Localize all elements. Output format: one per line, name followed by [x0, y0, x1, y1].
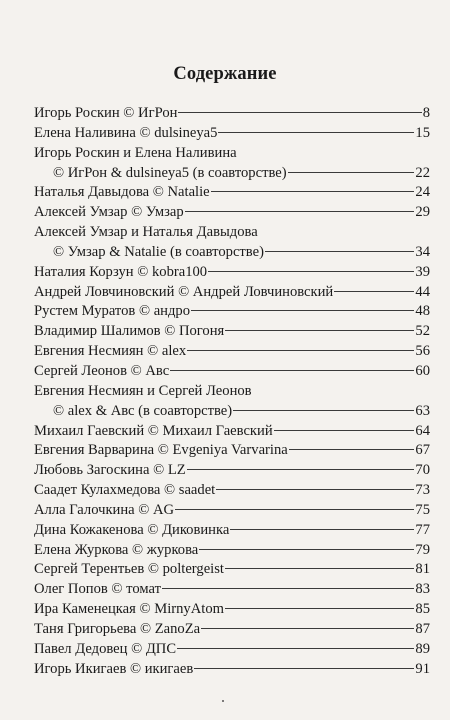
toc-line: [34, 560, 430, 580]
toc-entry-text: Игорь Роскин и Елена Наливина: [34, 144, 237, 161]
toc-leader-line: [216, 489, 414, 490]
toc-entry: [34, 203, 430, 223]
toc-entry: [34, 640, 430, 660]
toc-line: [34, 144, 430, 164]
toc-line: [34, 481, 430, 501]
toc-line: [34, 164, 430, 184]
toc-page-number: 83: [415, 581, 430, 598]
toc-line: [34, 203, 430, 223]
toc-entry-text: Любовь Загоскина © LZ: [34, 462, 186, 479]
toc-line: [34, 541, 430, 561]
toc-entry-text: Игорь Икигаев © икигаев: [34, 660, 194, 677]
toc-line: [34, 521, 430, 541]
toc-line: [34, 441, 430, 461]
toc-entry-text: © alex & Авс (в соавторстве): [53, 402, 233, 419]
toc-page-number: 56: [415, 343, 430, 360]
toc-leader-line: [274, 430, 415, 431]
toc-entry-text: Дина Кожакенова © Диковинка: [34, 521, 230, 538]
toc-page-number: 70: [415, 462, 430, 479]
toc-page-number: 79: [415, 541, 430, 558]
toc-page-number: 48: [415, 303, 430, 320]
toc-entry: [34, 104, 430, 124]
toc-line: [34, 660, 430, 680]
toc-entry-text: © ИгРон & dulsineya5 (в соавторстве): [53, 164, 287, 181]
toc-leader-line: [225, 608, 414, 609]
toc-line: [34, 620, 430, 640]
toc-page-number: 67: [415, 442, 430, 459]
table-of-contents: [34, 104, 430, 679]
toc-entry-text: Алексей Умзар © Умзар: [34, 204, 184, 221]
toc-leader-line: [225, 568, 414, 569]
toc-entry: [34, 560, 430, 580]
toc-entry: [34, 302, 430, 322]
toc-entry-text: © Умзар & Natalie (в соавторстве): [53, 243, 264, 260]
toc-page-number: 87: [415, 620, 430, 637]
toc-entry: [34, 521, 430, 541]
toc-entry: [34, 600, 430, 620]
toc-leader-line: [211, 191, 415, 192]
toc-entry: [34, 283, 430, 303]
toc-entry: [34, 362, 430, 382]
toc-entry-text: Саадет Кулахмедова © saadet: [34, 482, 216, 499]
toc-entry: [34, 223, 430, 263]
toc-entry: [34, 501, 430, 521]
toc-line: [34, 402, 430, 422]
toc-leader-line: [191, 310, 414, 311]
toc-entry-text: Таня Григорьева © ZanoZa: [34, 620, 201, 637]
toc-entry-text: Рустем Муратов © андро: [34, 303, 190, 320]
toc-leader-line: [170, 370, 414, 371]
toc-page-number: 24: [415, 184, 430, 201]
toc-entry-text: Евгения Варварина © Evgeniya Varvarina: [34, 442, 288, 459]
toc-line: [34, 283, 430, 303]
toc-page-number: 77: [415, 521, 430, 538]
toc-leader-line: [187, 469, 415, 470]
toc-entry: [34, 541, 430, 561]
toc-page-number: 22: [415, 164, 430, 181]
toc-entry-text: Елена Журкова © журкова: [34, 541, 199, 558]
toc-entry: [34, 580, 430, 600]
toc-entry-text: Владимир Шалимов © Погоня: [34, 323, 225, 340]
toc-entry-text: Игорь Роскин © ИгРон: [34, 105, 178, 121]
toc-leader-line: [208, 271, 414, 272]
toc-leader-line: [265, 251, 414, 252]
toc-page-number: 44: [415, 283, 430, 300]
toc-page-number: 8: [422, 105, 430, 121]
toc-line: [34, 263, 430, 283]
toc-leader-line: [288, 172, 415, 173]
toc-entry: [34, 422, 430, 442]
toc-page-number: 73: [415, 482, 430, 499]
toc-leader-line: [218, 132, 414, 133]
toc-entry: [34, 124, 430, 144]
toc-entry-text: Михаил Гаевский © Михаил Гаевский: [34, 422, 273, 439]
toc-page-number: 52: [415, 323, 430, 340]
toc-line: [34, 382, 430, 402]
toc-entry-text: Наталья Давыдова © Natalie: [34, 184, 210, 201]
toc-leader-line: [177, 648, 414, 649]
toc-page-number: 85: [415, 601, 430, 618]
toc-line: [34, 580, 430, 600]
toc-entry: [34, 183, 430, 203]
toc-line: [34, 223, 430, 243]
toc-page-number: 63: [415, 402, 430, 419]
toc-entry: [34, 144, 430, 184]
toc-entry: [34, 461, 430, 481]
toc-page-number: 39: [415, 263, 430, 280]
toc-entry-text: Алексей Умзар и Наталья Давыдова: [34, 224, 258, 241]
toc-entry-text: Сергей Терентьев © poltergeist: [34, 561, 224, 578]
toc-entry-text: Евгения Несмиян © alex: [34, 343, 187, 360]
toc-leader-line: [185, 211, 415, 212]
toc-leader-line: [289, 449, 415, 450]
toc-page-number: 75: [415, 501, 430, 518]
toc-leader-line: [334, 291, 414, 292]
toc-leader-line: [162, 588, 414, 589]
toc-entry: [34, 620, 430, 640]
toc-line: [34, 501, 430, 521]
toc-line: [34, 600, 430, 620]
toc-leader-line: [187, 350, 414, 351]
toc-page-number: 29: [415, 204, 430, 221]
toc-page-number: 81: [415, 561, 430, 578]
toc-page-number: 64: [415, 422, 430, 439]
toc-entry-text: Елена Наливина © dulsineya5: [34, 124, 218, 141]
toc-line: [34, 640, 430, 660]
toc-entry: [34, 481, 430, 501]
toc-leader-line: [199, 549, 414, 550]
toc-page-number: 60: [415, 362, 430, 379]
toc-leader-line: [194, 668, 414, 669]
toc-entry-text: Евгения Несмиян и Сергей Леонов: [34, 382, 252, 399]
toc-entry: [34, 382, 430, 422]
toc-entry-text: Сергей Леонов © Авс: [34, 362, 170, 379]
toc-leader-line: [233, 410, 414, 411]
toc-line: [34, 183, 430, 203]
toc-line: [34, 342, 430, 362]
toc-entry-text: Олег Попов © томат: [34, 581, 161, 598]
toc-entry: [34, 441, 430, 461]
toc-entry-text: Наталия Корзун © kobra100: [34, 263, 208, 280]
toc-page-number: 15: [415, 124, 430, 141]
toc-entry-text: Ира Каменецкая © MirnyAtom: [34, 601, 224, 618]
toc-line: [34, 422, 430, 442]
toc-line: [34, 461, 430, 481]
toc-page-number: 34: [415, 243, 430, 260]
toc-line: [34, 243, 430, 263]
toc-leader-line: [225, 330, 414, 331]
toc-leader-line: [230, 529, 414, 530]
toc-entry: [34, 322, 430, 342]
toc-line: [34, 104, 430, 124]
toc-entry-text: Алла Галочкина © AG: [34, 501, 175, 518]
toc-line: [34, 362, 430, 382]
toc-entry-text: Андрей Ловчиновский © Андрей Ловчиновский: [34, 283, 334, 300]
toc-entry: [34, 660, 430, 680]
toc-entry: [34, 263, 430, 283]
toc-line: [34, 302, 430, 322]
page-title: Содержание: [173, 64, 277, 84]
toc-page-number: 89: [415, 640, 430, 657]
toc-leader-line: [201, 628, 414, 629]
toc-line: [34, 322, 430, 342]
toc-page-number: 91: [415, 660, 430, 677]
toc-entry: [34, 342, 430, 362]
toc-leader-line: [178, 112, 421, 113]
page-footer-mark: [222, 700, 224, 702]
toc-line: [34, 124, 430, 144]
toc-entry-text: Павел Дедовец © ДПС: [34, 640, 177, 657]
toc-leader-line: [175, 509, 414, 510]
